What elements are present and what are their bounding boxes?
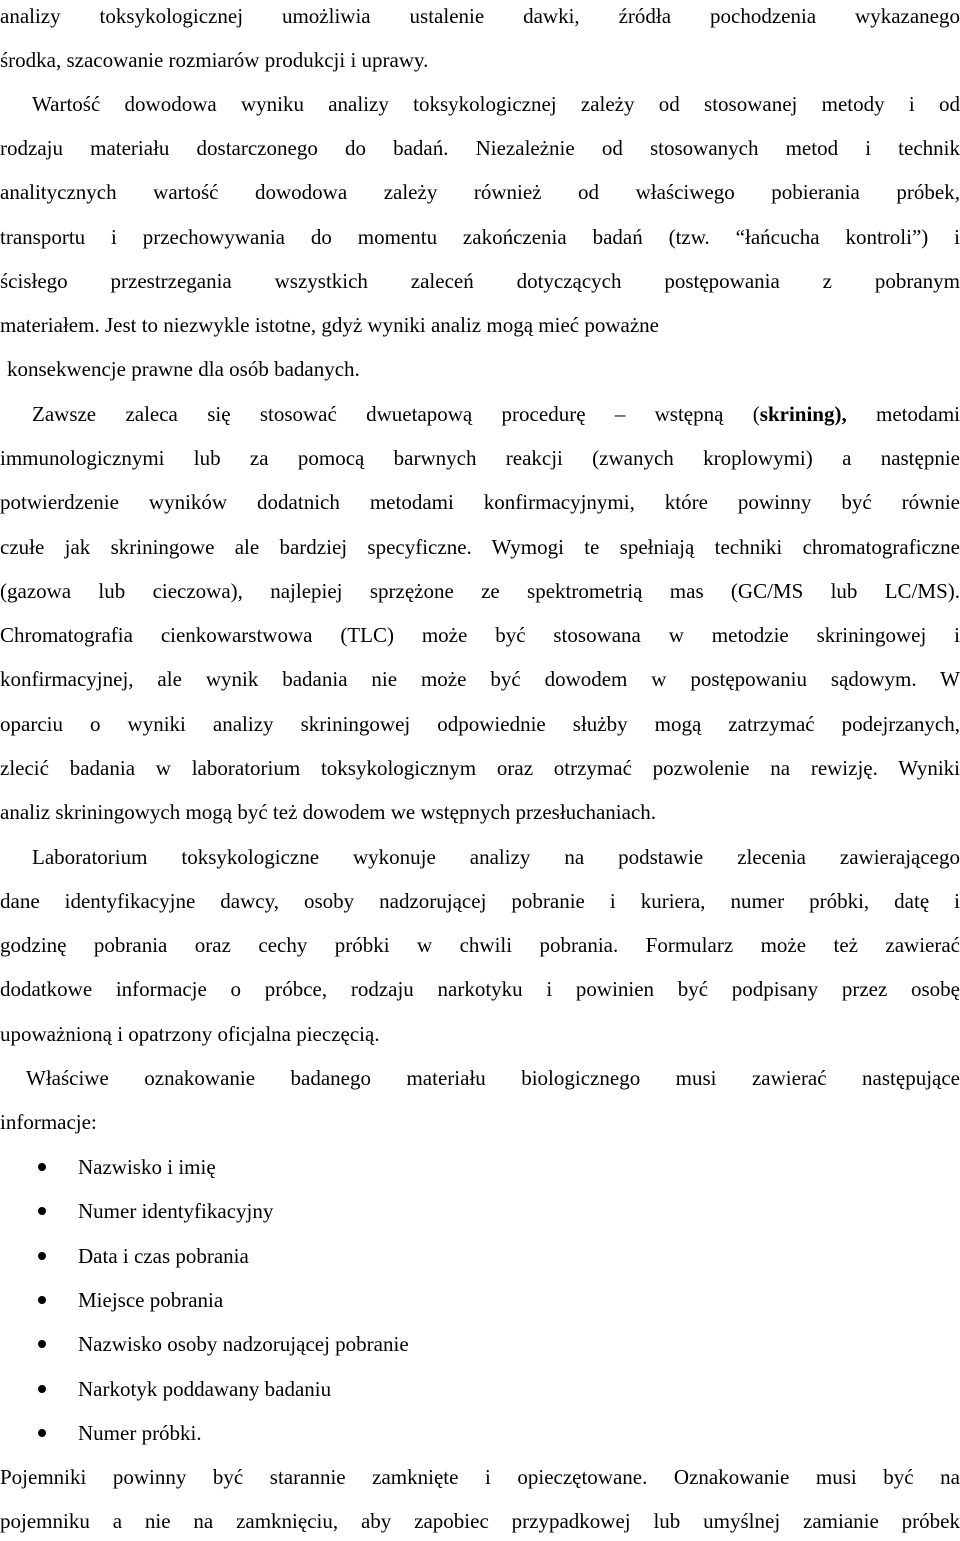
bullet-dot-icon (38, 1296, 46, 1304)
paragraph-5-line-2: informacje: (0, 1110, 97, 1134)
list-item-text: Numer identyfikacyjny (78, 1199, 274, 1223)
paragraph-4-line-2: dane identyfikacyjne dawcy, osoby nadzorującej pobranie i kuriera, numer próbki, datę i (0, 889, 960, 913)
paragraph-3-line-1 (0, 398, 960, 430)
paragraph-3-bold-term: skrining), (759, 402, 847, 426)
paragraph-4-line-1: Laboratorium toksykologiczne wykonuje analizy na podstawie zlecenia zawierającego (32, 845, 960, 869)
paragraph-3-line-5: (gazowa lub cieczowa), najlepiej sprzężone ze spektrometrią mas (GC/MS lub LC/MS). (0, 579, 960, 603)
paragraph-6-line-1: Pojemniki powinny być starannie zamknięte i opieczętowane. Oznakowanie musi być na (0, 1465, 960, 1489)
bullet-dot-icon (38, 1340, 46, 1348)
paragraph-1-line-2: środka, szacowanie rozmiarów produkcji i uprawy. (0, 48, 429, 72)
paragraph-2-line-6: materiałem. Jest to niezwykle istotne, gdyż wyniki analiz mogą mieć poważne (0, 313, 659, 337)
list-item-text: Numer próbki. (78, 1421, 202, 1445)
paragraph-3-line-4: czułe jak skriningowe ale bardziej specyficzne. Wymogi te spełniają techniki chromatograficzne (0, 535, 960, 559)
list-item-text: Data i czas pobrania (78, 1244, 249, 1268)
paragraph-1-line-1: analizy toksykologicznej umożliwia ustalenie dawki, źródła pochodzenia wykazanego (0, 4, 960, 28)
paragraph-6-line-2: pojemniku a nie na zamknięciu, aby zapobiec przypadkowej lub umyślnej zamianie próbek (0, 1509, 960, 1533)
paragraph-3-line-9: zlecić badania w laboratorium toksykologicznym oraz otrzymać pozwolenie na rewizję. Wyniki (0, 756, 960, 780)
paragraph-3-line-10: analiz skriningowych mogą być też dowodem we wstępnych przesłuchaniach. (0, 800, 657, 824)
bullet-dot-icon (38, 1163, 46, 1171)
paragraph-2-line-5: ścisłego przestrzegania wszystkich zaleceń dotyczących postępowania z pobranym (0, 269, 960, 293)
paragraph-4-line-3: godzinę pobrania oraz cechy próbki w chwili pobrania. Formularz może też zawierać (0, 933, 960, 957)
paragraph-3-line-3: potwierdzenie wyników dodatnich metodami konfirmacyjnymi, które powinny być równie (0, 490, 960, 514)
paragraph-2-line-4: transportu i przechowywania do momentu zakończenia badań (tzw. “łańcucha kontroli”) i (0, 225, 960, 249)
paragraph-4-line-4: dodatkowe informacje o próbce, rodzaju narkotyku i powinien być podpisany przez osobę (0, 977, 960, 1001)
bullet-dot-icon (38, 1207, 46, 1215)
paragraph-3-line-8: oparciu o wyniki analizy skriningowej odpowiednie służby mogą zatrzymać podejrzanych, (0, 712, 960, 736)
paragraph-2-line-2: rodzaju materiału dostarczonego do badań. Niezależnie od stosowanych metod i technik (0, 136, 960, 160)
bullet-dot-icon (38, 1385, 46, 1393)
paragraph-2-line-1: Wartość dowodowa wyniku analizy toksykologicznej zależy od stosowanej metody i od (32, 92, 960, 116)
list-item-text: Narkotyk poddawany badaniu (78, 1377, 332, 1401)
paragraph-3-line-7: konfirmacyjnej, ale wynik badania nie może być dowodem w postępowaniu sądowym. W (0, 667, 960, 691)
list-item-text: Nazwisko osoby nadzorującej pobranie (78, 1332, 409, 1356)
bullet-dot-icon (38, 1429, 46, 1437)
paragraph-3-line-6: Chromatografia cienkowarstwowa (TLC) może być stosowana w metodzie skriningowej i (0, 623, 960, 647)
paragraph-4-line-5: upoważnioną i opatrzony oficjalna pieczęcią. (0, 1022, 380, 1046)
list-item-text: Nazwisko i imię (78, 1155, 216, 1179)
paragraph-3-line-1-start: Zawsze zaleca się stosować dwuetapową procedurę – wstępną ( (32, 402, 760, 426)
paragraph-5-line-1: Właściwe oznakowanie badanego materiału biologicznego musi zawierać następujące (26, 1066, 960, 1090)
paragraph-2-line-3: analitycznych wartość dowodowa zależy również od właściwego pobierania próbek, (0, 180, 960, 204)
bullet-dot-icon (38, 1252, 46, 1260)
paragraph-3-line-2: immunologicznymi lub za pomocą barwnych reakcji (zwanych kroplowymi) a następnie (0, 446, 960, 470)
paragraph-3-line-1-end: metodami (846, 402, 960, 426)
list-item-text: Miejsce pobrania (78, 1288, 224, 1312)
paragraph-2-line-7: konsekwencje prawne dla osób badanych. (7, 357, 360, 381)
